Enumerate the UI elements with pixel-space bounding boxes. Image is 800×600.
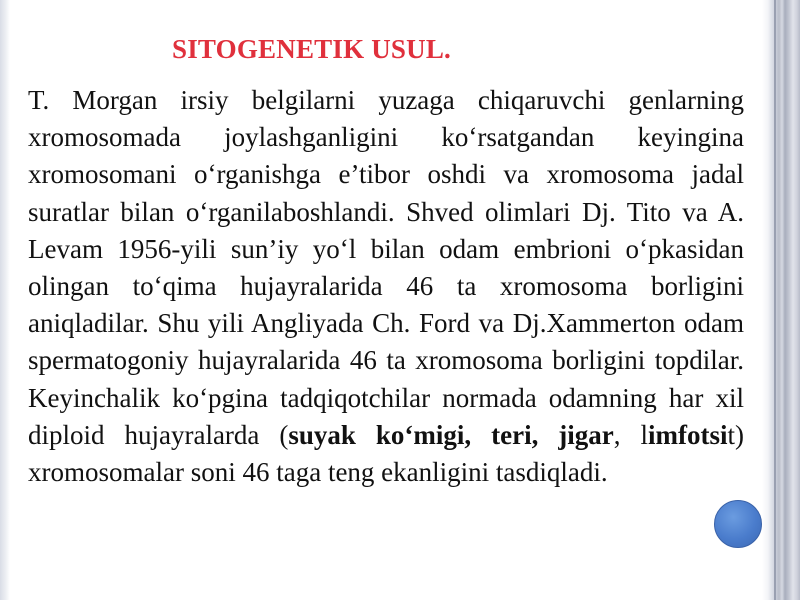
slide-title: SITOGENETIK USUL. — [172, 34, 452, 64]
left-decorative-stripe — [0, 0, 10, 600]
paragraph-text-part-2: , l — [613, 419, 649, 450]
paragraph-bold-tissues: suyak ko‘migi, teri, jigar — [288, 419, 614, 450]
right-decorative-stripes — [762, 0, 800, 600]
right-decorative-line — [774, 0, 776, 600]
paragraph-text-part-3: t) xromosomalar soni 46 taga teng ekanligini tasdiqladi. — [28, 419, 744, 488]
paragraph-text-part-1: T. Morgan irsiy belgilarni yuzaga chiqaruvchi genlarning xromosomada joylashganligini ko‘rsatgandan keyingina xromosomani o‘rganishga e’tibor oshdi va xromosoma jadal suratlar bilan o‘rganilaboshlandi. Shved olimlari Dj. Tito va A. Levam 1956-yili sun’iy yo‘l bilan odam embrioni o‘pkasidan olingan to‘qima hujayralarida 46 ta xromosoma borligini aniqladilar. Shu yili Angliyada Ch. Ford va Dj.Xammerton odam spermatogoniy hujayralarida 46 ta xromosoma borligini topdilar. Keyinchalik ko‘pgina tadqiqotchilar normada odamning har xil diploid hujayralarda ( — [28, 85, 744, 450]
paragraph-bold-limfotsi: imfotsi — [648, 419, 728, 450]
decorative-blue-circle — [714, 500, 762, 548]
slide-body-paragraph — [28, 82, 744, 491]
